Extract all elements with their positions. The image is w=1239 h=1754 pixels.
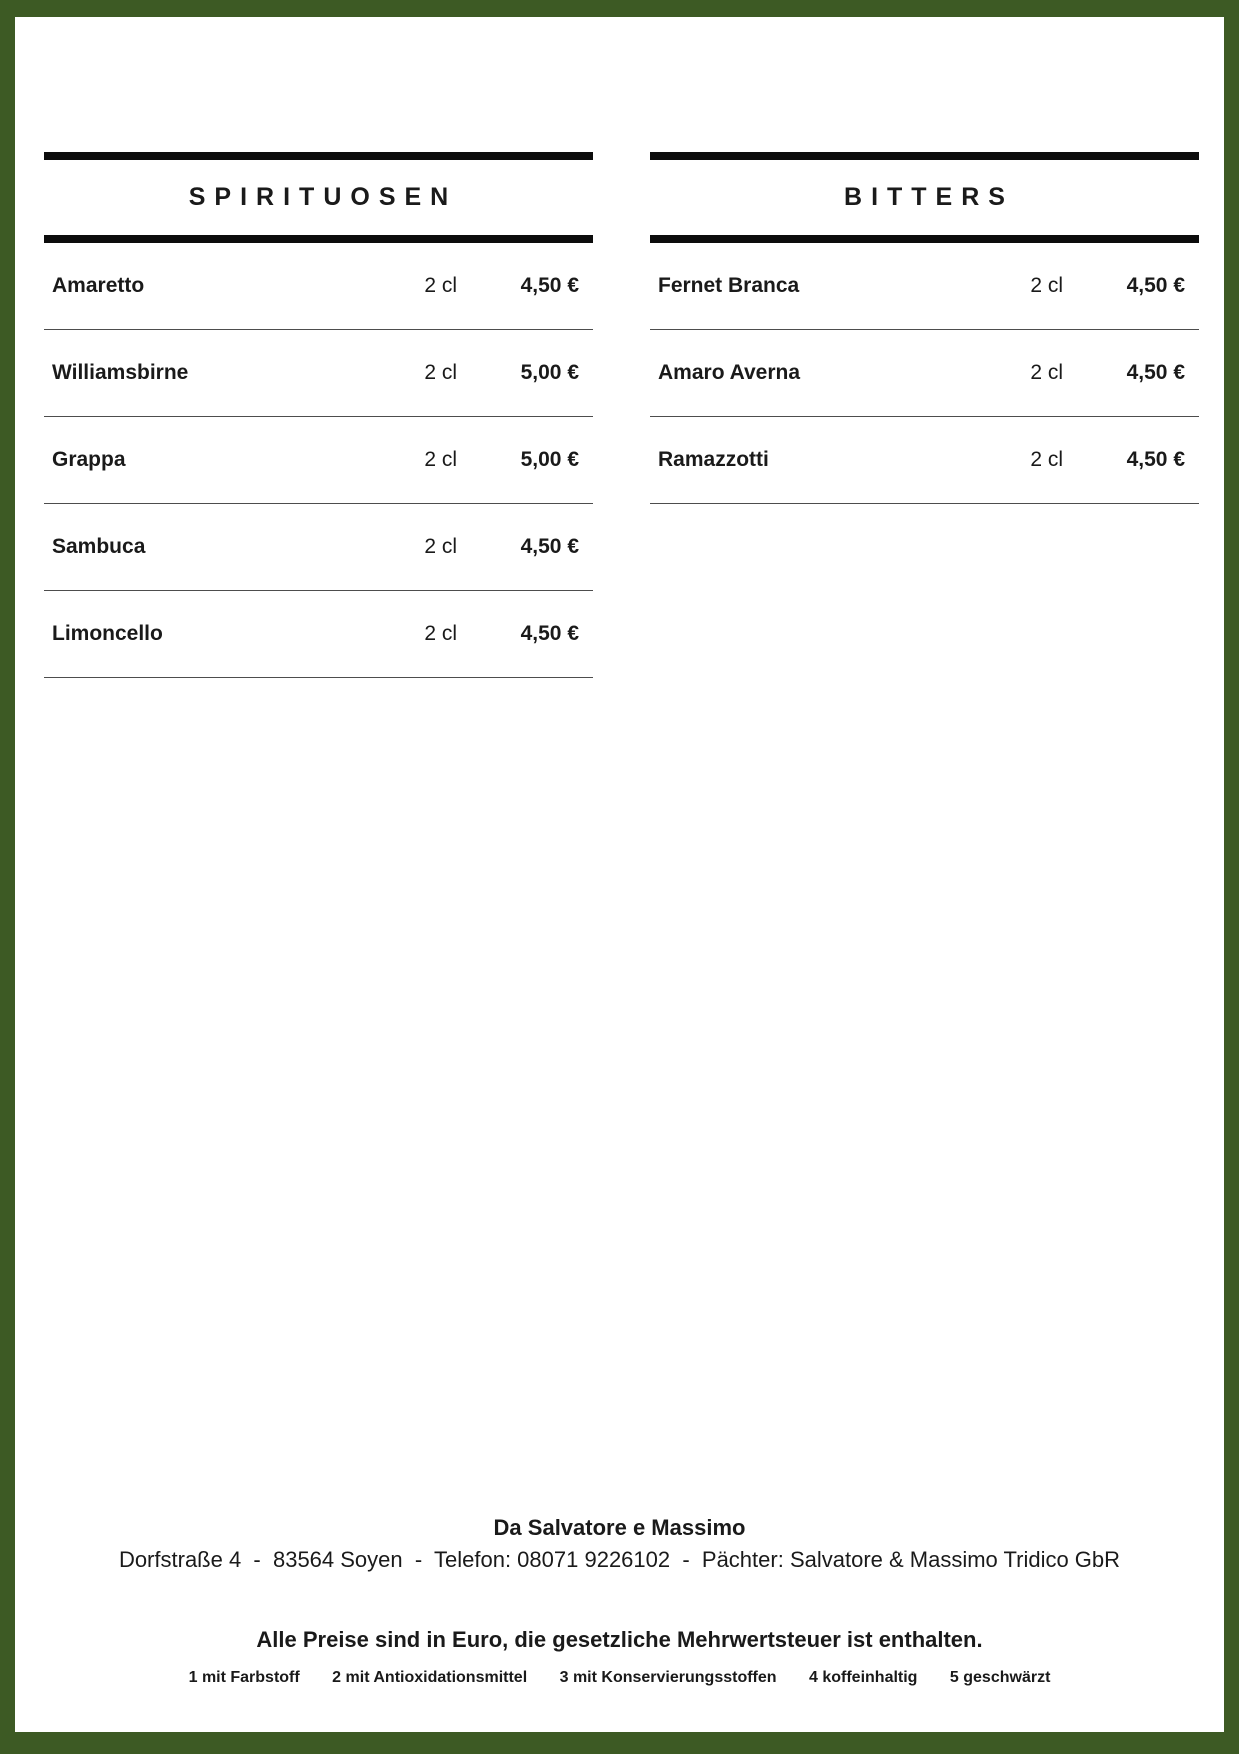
- item-price: 5,00 €: [520, 448, 579, 471]
- section-title: BITTERS: [844, 183, 1014, 211]
- item-size: 2 cl: [1030, 274, 1063, 297]
- menu-item-row: [650, 417, 1199, 504]
- item-name: Amaro Averna: [658, 361, 800, 384]
- item-size: 2 cl: [1030, 448, 1063, 471]
- item-price: 4,50 €: [1126, 274, 1185, 297]
- section-top-bar: [650, 152, 1199, 160]
- footnote-item: 5 geschwärzt: [949, 1669, 1051, 1686]
- menu-item-row: [44, 591, 593, 678]
- item-size: 2 cl: [1030, 361, 1063, 384]
- page-footer: [15, 1513, 1224, 1687]
- restaurant-address: Dorfstraße 4 - 83564 Soyen - Telefon: 08071 9226102 - Pächter: Salvatore & Massimo Tridico GbR: [118, 1547, 1121, 1572]
- menu-columns: [44, 152, 1199, 678]
- menu-item-row: [44, 330, 593, 417]
- footnote-item: 3 mit Konservierungsstoffen: [559, 1669, 777, 1686]
- item-size: 2 cl: [424, 274, 457, 297]
- item-price: 4,50 €: [520, 274, 579, 297]
- section-bottom-bar: [650, 235, 1199, 243]
- item-price: 5,00 €: [520, 361, 579, 384]
- footnote-item: 2 mit Antioxidationsmittel: [332, 1669, 528, 1686]
- item-size: 2 cl: [424, 448, 457, 471]
- footnote-item: 1 mit Farbstoff: [188, 1669, 300, 1686]
- item-size: 2 cl: [424, 535, 457, 558]
- item-name: Sambuca: [52, 535, 146, 558]
- section-bitters: [650, 152, 1199, 678]
- item-name: Limoncello: [52, 622, 163, 645]
- item-name: Ramazzotti: [658, 448, 769, 471]
- menu-page: [15, 17, 1224, 1732]
- item-name: Williamsbirne: [52, 361, 189, 384]
- item-price: 4,50 €: [520, 535, 579, 558]
- item-size: 2 cl: [424, 622, 457, 645]
- footnotes: [15, 1669, 1224, 1687]
- item-size: 2 cl: [424, 361, 457, 384]
- item-price: 4,50 €: [1126, 361, 1185, 384]
- menu-item-row: [650, 243, 1199, 330]
- restaurant-name: Da Salvatore e Massimo: [493, 1515, 746, 1540]
- section-title: SPIRITUOSEN: [188, 183, 458, 211]
- menu-item-row: [44, 243, 593, 330]
- price-notice: Alle Preise sind in Euro, die gesetzliche Mehrwertsteuer ist enthalten.: [256, 1627, 983, 1652]
- item-price: 4,50 €: [1126, 448, 1185, 471]
- item-name: Amaretto: [52, 274, 145, 297]
- item-name: Fernet Branca: [658, 274, 800, 297]
- menu-item-row: [44, 504, 593, 591]
- footnote-item: 4 koffeinhaltig: [809, 1669, 918, 1686]
- section-bottom-bar: [44, 235, 593, 243]
- section-spirituosen: [44, 152, 593, 678]
- menu-item-row: [44, 417, 593, 504]
- menu-item-row: [650, 330, 1199, 417]
- item-price: 4,50 €: [520, 622, 579, 645]
- section-top-bar: [44, 152, 593, 160]
- item-name: Grappa: [52, 448, 126, 471]
